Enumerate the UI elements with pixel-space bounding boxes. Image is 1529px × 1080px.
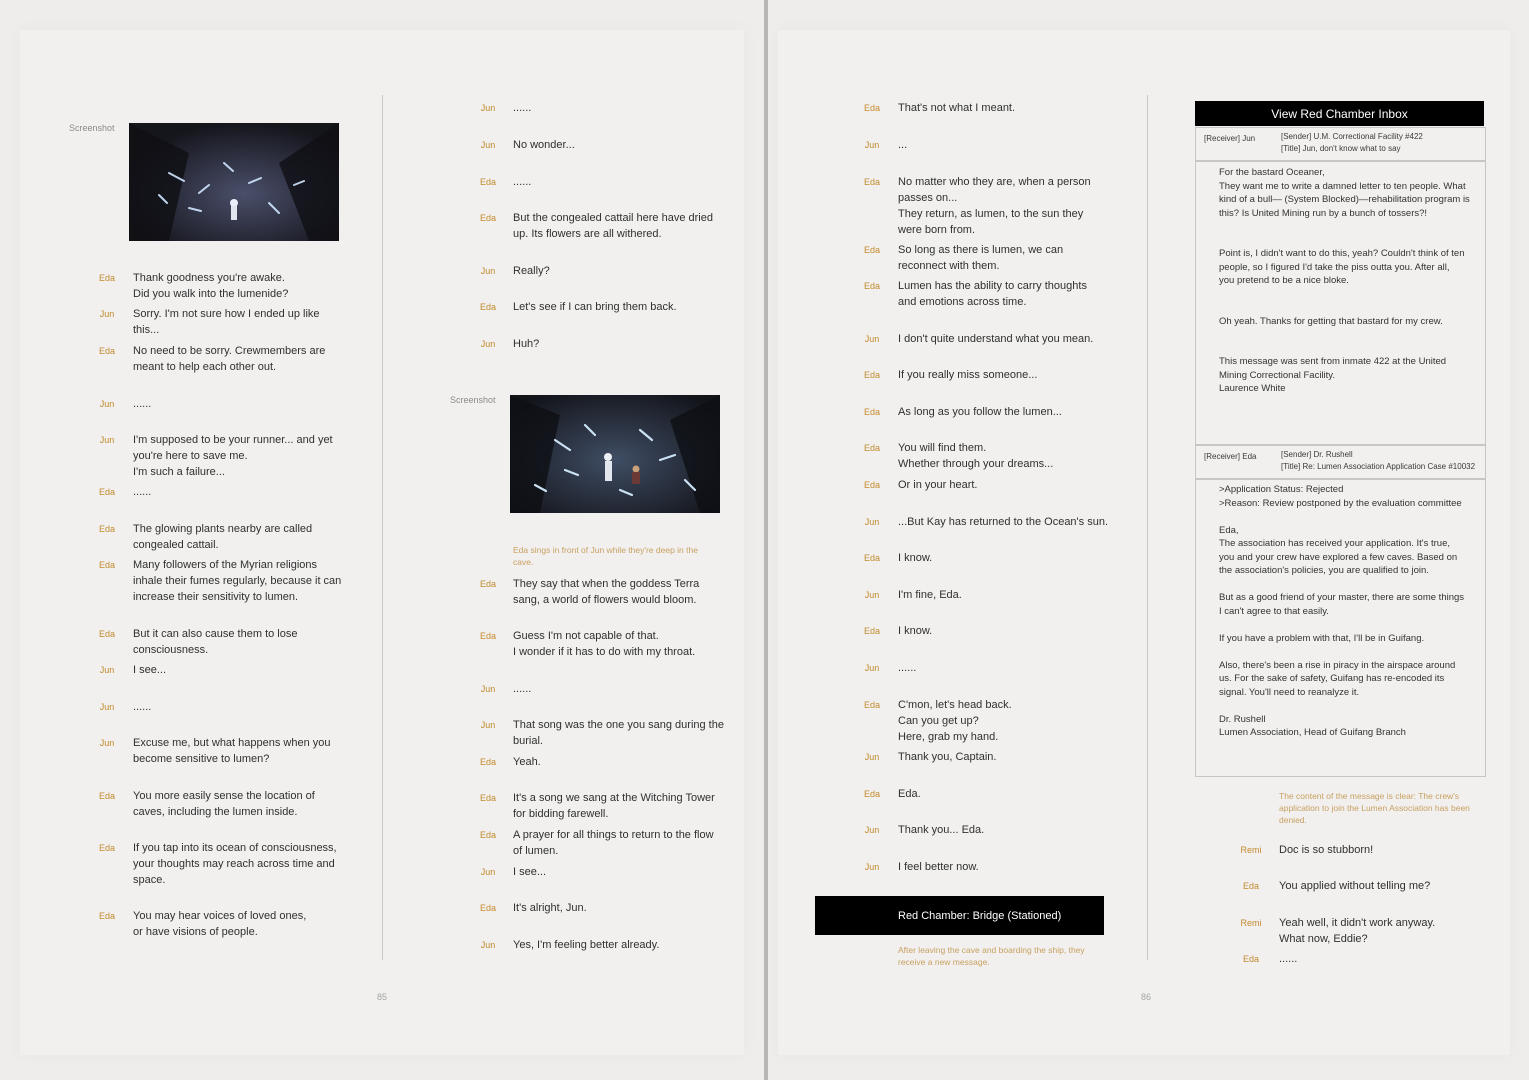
dialogue-line: But the congealed cattail here have dried [513,212,713,224]
message-line [1219,234,1470,248]
speaker-name: Eda [98,346,115,356]
cave-scene-graphic-2 [510,395,720,513]
dialogue-line: Huh? [513,338,540,350]
message-line: >Reason: Review postponed by the evaluation committee [1219,497,1462,509]
message-1-sender: [Sender] U.M. Correctional Facility #422 [1281,132,1423,141]
caption-line: application to join the Lumen Association has been [1279,803,1470,813]
speaker-name: Eda [479,903,496,913]
message-2-title: [Title] Re: Lumen Association Application Case #10032 [1281,462,1476,471]
speaker-name: Jun [480,339,496,349]
screenshot-image-1 [129,123,339,241]
message-line [1219,288,1470,302]
speaker-name: Eda [863,789,880,799]
dialogue-line: You applied without telling me? [1279,880,1431,892]
dialogue-line: ... [898,139,908,151]
message-line: kind of a bull— (System Blocked)—rehabilitation program is [1219,194,1470,205]
speaker-name: Eda [479,757,496,767]
message-line [1219,699,1464,713]
message-line: The association has received your application. It's true, [1219,538,1450,549]
message-line: I can't agree to that easily. [1219,605,1329,617]
speaker-name: Jun [480,684,496,694]
speaker-name: Eda [863,553,880,563]
speaker-name: Eda [863,700,880,710]
speaker-name: Jun [480,720,496,730]
dialogue-line: If you tap into its ocean of consciousness, [133,842,337,854]
message-line: signal. You'll need to reanalyze it. [1219,686,1360,698]
cave-scene-graphic-1 [129,123,339,241]
speaker-name: Eda [863,281,880,291]
dialogue-line: consciousness. [133,644,209,656]
dialogue-line: increase their sensitivity to lumen. [133,591,299,603]
dialogue-line: No need to be sorry. Crewmembers are [133,345,326,357]
speaker-name: Eda [479,793,496,803]
page-number-left: 85 [377,992,388,1002]
message-line: They want me to write a damned letter to ten people. What [1219,180,1466,192]
dialogue-line: You may hear voices of loved ones, [133,910,307,922]
speaker-name: Jun [864,825,880,835]
dialogue-line: congealed cattail. [133,539,219,551]
dialogue-line: I feel better now. [898,861,979,873]
inbox-caption [1279,790,1470,826]
message-line: Oh yeah. Thanks for getting that bastard for my crew. [1219,315,1443,327]
speaker-name: Jun [480,266,496,276]
dialogue-line: caves, including the lumen inside. [133,806,298,818]
dialogue-line: your thoughts may reach across time and [133,858,335,870]
speaker-name: Eda [98,791,115,801]
speaker-name: Jun [480,867,496,877]
dialogue-line: become sensitive to lumen? [133,753,270,765]
dialogue-line: That's not what I meant. [898,102,1016,114]
dialogue-line: ...... [133,701,152,713]
speaker-name: Eda [479,631,496,641]
dialogue-line: What now, Eddie? [1279,933,1368,945]
dialogue-line: Doc is so stubborn! [1279,844,1374,856]
dialogue-line: But it can also cause them to lose [133,628,298,640]
message-line: people, so I figured I'd take the piss outta you. After all, [1219,261,1450,273]
dialogue-line: sang, a world of flowers would bloom. [513,594,697,606]
dialogue-line: meant to help each other out. [133,361,277,373]
dialogue-line: No wonder... [513,139,575,151]
dialogue-line: Or in your heart. [898,479,978,491]
dialogue-line: Sorry. I'm not sure how I ended up like [133,308,320,320]
location-caption [898,944,1085,968]
message-line [1219,510,1464,524]
message-line [1219,220,1470,234]
message-2-receiver: [Receiver] Eda [1204,452,1257,461]
screenshot-label-2: Screenshot [450,395,496,405]
dialogue-line: Thank you... Eda. [898,824,985,836]
speaker-name: Jun [99,435,115,445]
caption-line: Eda sings in front of Jun while they're deep in the [513,545,698,555]
speaker-name: Eda [98,843,115,853]
message-line: Also, there's been a rise in piracy in the airspace around [1219,659,1456,671]
dialogue-line: They say that when the goddess Terra [513,578,700,590]
dialogue-line: I'm fine, Eda. [898,589,962,601]
dialogue-line: inhale their fumes regularly, because it can [133,575,342,587]
message-line: Mining Correctional Facility. [1219,369,1335,381]
dialogue-line: A prayer for all things to return to the flow [513,829,714,841]
dialogue-line: Yes, I'm feeling better already. [513,939,660,951]
message-2-text [1219,483,1464,740]
speaker-name: Jun [864,517,880,527]
dialogue-line: C'mon, let's head back. [898,699,1012,711]
dialogue-line: Excuse me, but what happens when you [133,737,331,749]
message-line: you pretend to be a nice bloke. [1219,275,1349,286]
message-line [1219,328,1470,342]
message-line: For the bastard Oceaner, [1219,167,1325,178]
speaker-name: Jun [99,738,115,748]
dialogue-line: Yeah. [513,756,541,768]
dialogue-line: You will find them. [898,442,987,454]
dialogue-line: It's a song we sang at the Witching Tower [513,792,715,804]
speaker-name: Remi [1240,918,1262,928]
dialogue-line: The glowing plants nearby are called [133,523,313,535]
dialogue-line: ...... [133,486,152,498]
message-line: us. For the sake of safety, Guifang has re-encoded its [1219,673,1445,684]
speaker-name: Eda [98,487,115,497]
dialogue-line: you're here to save me. [133,450,248,462]
dialogue-line: burial. [513,735,543,747]
dialogue-line: Eda. [898,788,921,800]
speaker-name: Eda [863,103,880,113]
message-line [1219,578,1464,592]
speaker-name: Jun [864,752,880,762]
dialogue-line: I don't quite understand what you mean. [898,333,1094,345]
speaker-name: Eda [479,579,496,589]
location-banner [815,896,1104,935]
speaker-name: Remi [1240,845,1262,855]
dialogue-line: Here, grab my hand. [898,731,999,743]
dialogue-line: reconnect with them. [898,260,1000,272]
dialogue-line: ...... [513,176,532,188]
message-line: Dr. Rushell [1219,713,1266,725]
speaker-name: Eda [863,443,880,453]
message-2-sender: [Sender] Dr. Rushell [1281,450,1353,459]
dialogue-line: Whether through your dreams... [898,458,1054,470]
dialogue-line: If you really miss someone... [898,369,1038,381]
caption-line: receive a new message. [898,957,990,967]
dialogue-line: Let's see if I can bring them back. [513,301,677,313]
dialogue-line: ...... [133,398,152,410]
speaker-name: Eda [98,560,115,570]
inbox-banner-text: View Red Chamber Inbox [1271,107,1408,121]
speaker-name: Jun [99,702,115,712]
dialogue-line: Did you walk into the lumenide? [133,288,289,300]
message-1-header [1195,127,1486,161]
dialogue-line: up. Its flowers are all withered. [513,228,662,240]
dialogue-line: Can you get up? [898,715,979,727]
dialogue-line: I'm supposed to be your runner... and yet [133,434,333,446]
dialogue-line: ...... [513,102,532,114]
message-line [1219,645,1464,659]
dialogue-line: No matter who they are, when a person [898,176,1091,188]
speaker-name: Jun [99,665,115,675]
dialogue-line: of lumen. [513,845,559,857]
message-line [1219,301,1470,315]
speaker-name: Jun [99,399,115,409]
speaker-name: Eda [863,177,880,187]
dialogue-line: space. [133,874,166,886]
speaker-name: Eda [479,177,496,187]
dialogue-line: or have visions of people. [133,926,258,938]
message-line: you and your crew have explored a few caves. Based on [1219,551,1458,563]
speaker-name: Eda [479,213,496,223]
speaker-name: Eda [863,626,880,636]
screenshot-label-1: Screenshot [69,123,115,133]
speaker-name: Jun [864,590,880,600]
dialogue-line: and emotions across time. [898,296,1027,308]
inbox-banner [1195,101,1484,126]
message-line: If you have a problem with that, I'll be in Guifang. [1219,632,1425,644]
message-line: Eda, [1219,524,1239,536]
message-line: Lumen Association, Head of Guifang Branch [1219,727,1406,738]
screenshot-image-2 [510,395,720,513]
message-2-header [1195,445,1486,479]
message-line [1219,618,1464,632]
dialogue-line: As long as you follow the lumen... [898,406,1062,418]
right-column-divider [1147,95,1148,960]
speaker-name: Jun [480,140,496,150]
dialogue-line: ...... [898,662,917,674]
dialogue-line: Yeah well, it didn't work anyway. [1279,917,1436,929]
dialogue-line: I wonder if it has to do with my throat. [513,646,696,658]
message-1-body [1195,161,1486,445]
dialogue-line: were born from. [898,224,976,236]
dialogue-line: ...... [1279,953,1298,965]
message-line: Point is, I didn't want to do this, yeah? Couldn't think of ten [1219,248,1465,259]
dialogue-line: I know. [898,552,933,564]
message-line: the association's policies, you are qualified to join. [1219,565,1429,576]
dialogue-line: for bidding farewell. [513,808,609,820]
caption-line: The content of the message is clear: The crew's [1279,791,1460,801]
message-1-title: [Title] Jun, don't know what to say [1281,144,1401,153]
speaker-name: Jun [864,663,880,673]
speaker-name: Eda [863,245,880,255]
caption-line: cave. [513,557,534,567]
screenshot-caption-2 [513,544,698,568]
message-2-body [1195,479,1486,777]
message-line: >Application Status: Rejected [1219,484,1344,495]
dialogue-line: That song was the one you sang during the [513,719,724,731]
speaker-name: Jun [480,103,496,113]
speaker-name: Jun [99,309,115,319]
left-column-divider [382,95,383,960]
message-line: Laurence White [1219,383,1286,394]
message-1-text [1219,166,1470,396]
message-line [1219,342,1470,356]
caption-line: After leaving the cave and boarding the ship, they [898,945,1085,955]
dialogue-line: You more easily sense the location of [133,790,315,802]
speaker-name: Eda [863,480,880,490]
speaker-name: Jun [864,862,880,872]
message-line: But as a good friend of your master, there are some things [1219,592,1465,603]
speaker-name: Eda [1242,954,1259,964]
speaker-name: Eda [98,273,115,283]
dialogue-line: I'm such a failure... [133,466,225,478]
speaker-name: Eda [863,407,880,417]
message-line: This message was sent from inmate 422 at the United [1219,356,1447,367]
page-number-right: 86 [1141,992,1152,1002]
speaker-name: Eda [98,524,115,534]
speaker-name: Eda [98,911,115,921]
speaker-name: Eda [479,830,496,840]
caption-line: denied. [1279,815,1307,825]
dialogue-line: Guess I'm not capable of that. [513,630,659,642]
speaker-name: Jun [864,140,880,150]
dialogue-line: I know. [898,625,933,637]
location-banner-text: Red Chamber: Bridge (Stationed) [898,910,1062,922]
speaker-name: Eda [98,629,115,639]
dialogue-line: I see... [133,664,167,676]
dialogue-line: I see... [513,866,547,878]
dialogue-line: So long as there is lumen, we can [898,244,1064,256]
dialogue-line: They return, as lumen, to the sun they [898,208,1084,220]
dialogue-line: passes on... [898,192,958,204]
dialogue-line: Lumen has the ability to carry thoughts [898,280,1087,292]
dialogue-line: Thank goodness you're awake. [133,272,285,284]
speaker-name: Eda [479,302,496,312]
dialogue-line: ...... [513,683,532,695]
message-1-receiver: [Receiver] Jun [1204,134,1256,143]
dialogue-line: Really? [513,265,550,277]
dialogue-line: It's alright, Jun. [513,902,587,914]
speaker-name: Jun [480,940,496,950]
speaker-name: Eda [863,370,880,380]
message-line: this? Is United Mining run by a bunch of tossers?! [1219,207,1428,219]
dialogue-line: Thank you, Captain. [898,751,997,763]
speaker-name: Jun [864,334,880,344]
speaker-name: Eda [1242,881,1259,891]
dialogue-line: ...But Kay has returned to the Ocean's sun. [898,516,1108,528]
dialogue-line: this... [133,324,160,336]
dialogue-line: Many followers of the Myrian religions [133,559,318,571]
